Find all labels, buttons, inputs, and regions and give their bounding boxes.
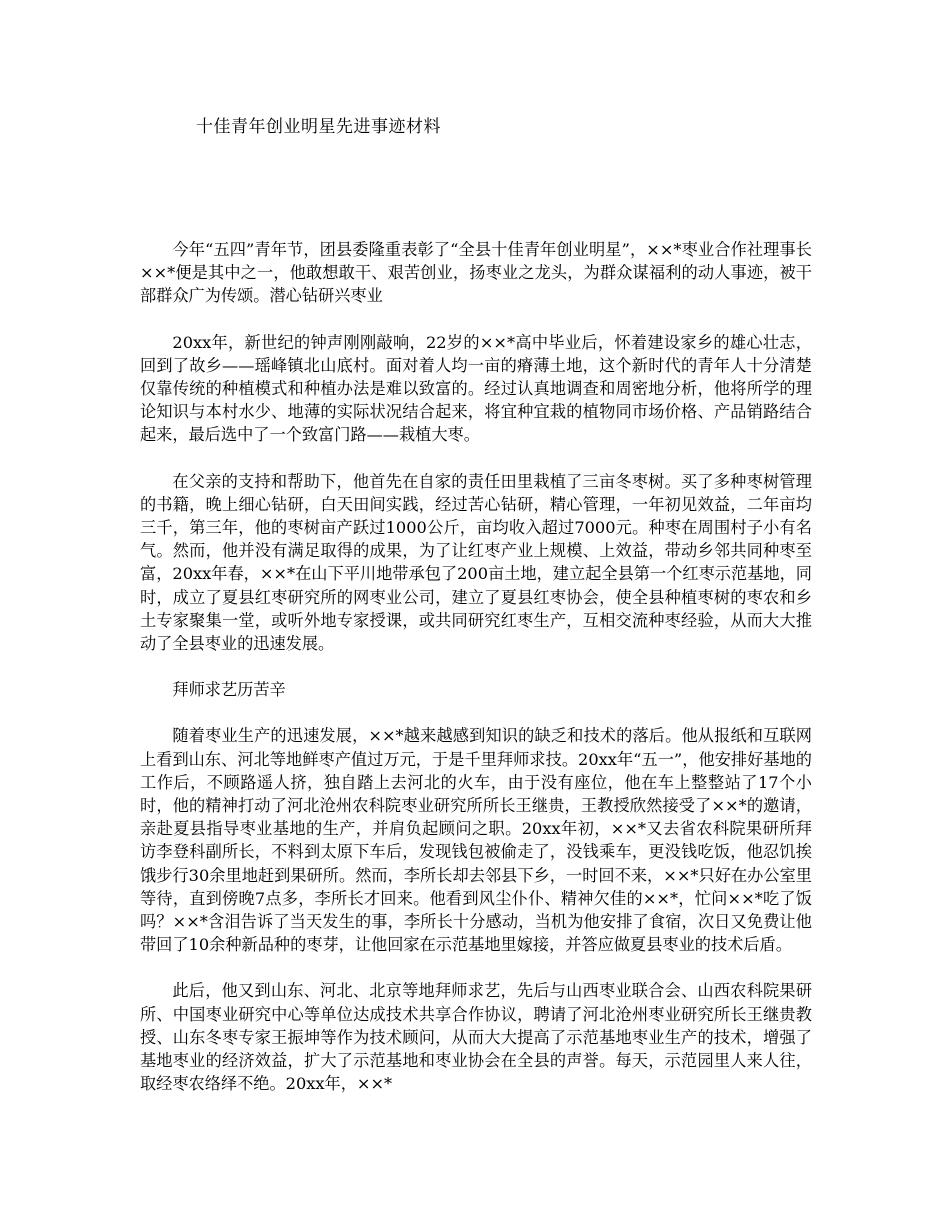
- paragraph-cooperation: 此后，他又到山东、河北、北京等地拜师求艺，先后与山西枣业联合会、山西农科院果研所、中国枣业研究中心等单位达成技术共享合作协议，聘请了河北沧州枣业研究所长王继贵教授、山东冬枣专家王振坤等作为技术顾问，从而大大提高了示范基地枣业生产的技术，增强了基地枣业的经济效益，扩大了示范基地和枣业协会在全县的声誉。每天，示范园里人来人往，取经枣农络绎不绝。20xx年，××*: [140, 981, 812, 1094]
- paragraph-seeking-masters: 随着枣业生产的迅速发展，××*越来越感到知识的缺乏和技术的落后。他从报纸和互联网上看到山东、河北等地鲜枣产值过万元，于是千里拜师求技。20xx年“五一”，他安排好基地的工作后，不顾路遥人挤，独自踏上去河北的火车，由于没有座位，他在车上整整站了17个小时，他的精神打动了河北沧州农科院枣业研究所所长王继贵，王教授欣然接受了××*的邀请，亲赴夏县指导枣业基地的生产，并肩负起顾问之职。20xx年初，××*又去省农科院果研所拜访李登科副所长，不料到太原下车后，发现钱包被偷走了，没钱乘车，更没钱吃饭，他忍饥挨饿步行30余里地赶到果研所。然而，李所长却去邻县下乡，一时回不来，××*只好在办公室里等待，直到傍晚7点多，李所长才回来。他看到风尘仆仆、精神欠佳的××*，忙问××*吃了饭吗？××*含泪告诉了当天发生的事，李所长十分感动，当机为他安排了食宿，次日又免费让他带回了10余种新品种的枣芽，让他回家在示范基地里嫁接，并答应做夏县枣业的技术后盾。: [140, 726, 812, 955]
- document-body: [140, 238, 812, 1119]
- document-title: 十佳青年创业明星先进事迹材料: [196, 117, 441, 137]
- section-heading: 拜师求艺历苦辛: [172, 680, 286, 700]
- paragraph-jujube-planting: 在父亲的支持和帮助下，他首先在自家的责任田里栽植了三亩冬枣树。买了多种枣树管理的书籍，晚上细心钻研，白天田间实践，经过苦心钻研，精心管理，一年初见效益，二年亩均三千，第三年，他的枣树亩产跃过1000公斤，亩均收入超过7000元。种枣在周围村子小有名气。然而，他并没有满足取得的成果，为了让红枣产业上规模、上效益，带动乡邻共同种枣至富，20xx年春，××*在山下平川地带承包了200亩土地，建立起全县第一个红枣示范基地，同时，成立了夏县红枣研究所的网枣业公司，建立了夏县红枣协会，使全县种植枣树的枣农和乡土专家聚集一堂，或听外地专家授课，或共同研究红枣生产，互相交流种枣经验，从而大大推动了全县枣业的迅速发展。: [140, 471, 812, 654]
- paragraph-intro: 今年“五四”青年节，团县委隆重表彰了“全县十佳青年创业明星”，××*枣业合作社理事长××*便是其中之一，他敢想敢干、艰苦创业，扬枣业之龙头，为群众谋福利的动人事迹，被干部群众广为传颂。潜心钻研兴枣业: [140, 240, 812, 306]
- paragraph-return-home: 20xx年，新世纪的钟声刚刚敲响，22岁的××*高中毕业后，怀着建设家乡的雄心壮志，回到了故乡——瑶峰镇北山底村。面对着人均一亩的瘠薄土地，这个新时代的青年人十分清楚仅靠传统的种植模式和种植办法是难以致富的。经过认真地调查和周密地分析，他将所学的理论知识与本村水少、地薄的实际状况结合起来，将宜种宜栽的植物同市场价格、产品销路结合起来，最后选中了一个致富门路——栽植大枣。: [140, 332, 812, 445]
